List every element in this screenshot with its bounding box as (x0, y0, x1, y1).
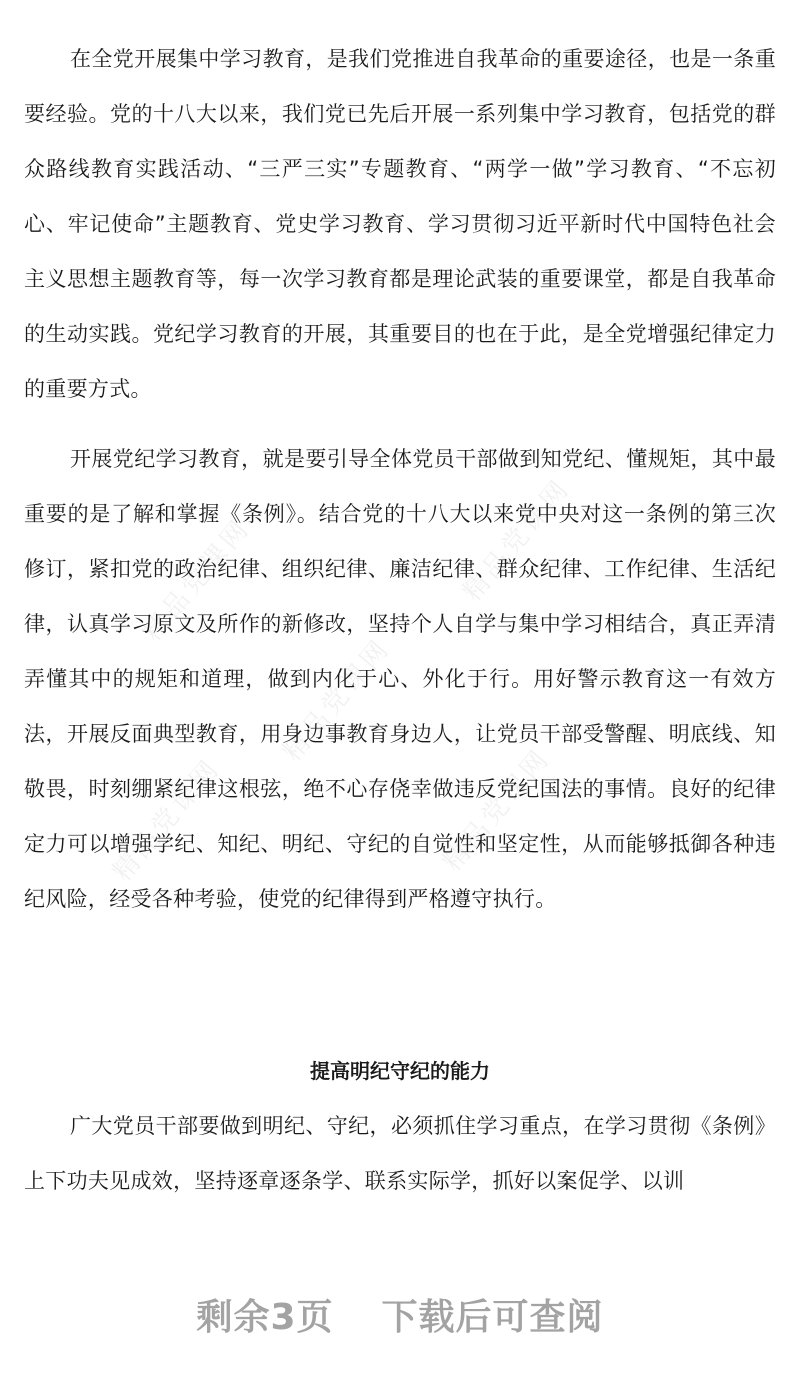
paragraph-discipline-education: 开展党纪学习教育，就是要引导全体党员干部做到知党纪、懂规矩，其中最重要的是了解和掌握《条例》。结合党的十八大以来党中央对这一条例的第三次修订，紧扣党的政治纪律、组织纪律、廉洁纪律、群众纪律、工作纪律、生活纪律，认真学习原文及所作的新修改，坚持个人自学与集中学习相结合，真正弄清弄懂其中的规矩和道理，做到内化于心、外化于行。用好警示教育这一有效方法，开展反面典型教育，用身边事教育身边人，让党员干部受警醒、明底线、知敬畏，时刻绷紧纪律这根弦，绝不心存侥幸做违反党纪国法的事情。良好的纪律定力可以增强学纪、知纪、明纪、守纪的自觉性和坚定性，从而能够抵御各种违纪风险，经受各种考验，使党的纪律得到严格遵守执行。 (24, 447, 776, 911)
remaining-pages-banner[interactable] (0, 1293, 800, 1343)
paragraph-intro: 在全党开展集中学习教育，是我们党推进自我革命的重要途径，也是一条重要经验。党的十八大以来，我们党已先后开展一系列集中学习教育，包括党的群众路线教育实践活动、“三严三实”专题教育、“两学一做”学习教育、“不忘初心、牢记使命”主题教育、党史学习教育、学习贯彻习近平新时代中国特色社会主义思想主题教育等，每一次学习教育都是理论武装的重要课堂，都是自我革命的生动实践。党纪学习教育的开展，其重要目的也在于此，是全党增强纪律定力的重要方式。 (24, 47, 776, 401)
watermark: 精品党课网 (437, 743, 557, 878)
watermark: 精品党课网 (137, 513, 257, 648)
section-heading: 提高明纪守纪的能力 (310, 1059, 490, 1083)
download-to-view-text: 下载后可查阅 (381, 1297, 604, 1338)
paragraph-section-body: 广大党员干部要做到明纪、守纪，必须抓住学习重点，在学习贯彻《条例》上下功夫见成效，坚持逐章逐条学、联系实际学，抓好以案促学、以训 (24, 1114, 776, 1193)
watermark: 精品党课网 (457, 473, 577, 608)
watermark: 精品党课网 (107, 753, 227, 888)
remaining-pages-text: 剩余3页 (196, 1297, 334, 1338)
watermark: 精品党课网 (277, 633, 397, 768)
